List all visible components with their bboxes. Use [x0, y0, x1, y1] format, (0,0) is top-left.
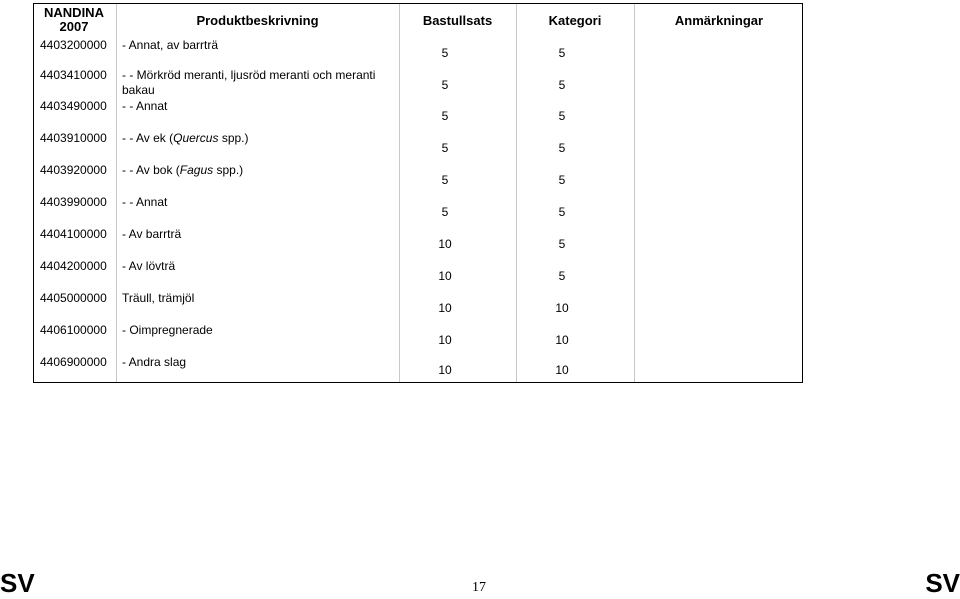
row-kategori: 5	[558, 78, 566, 92]
row-description: - Annat, av barrträ	[122, 38, 219, 52]
row-code: 4404200000	[40, 259, 107, 273]
row-code: 4403920000	[40, 163, 107, 177]
row-description: - Av lövträ	[122, 259, 176, 273]
row-bastullsats: 5	[441, 141, 449, 155]
row-description: - - Annat	[122, 195, 168, 209]
row-bastullsats: 10	[438, 363, 452, 377]
row-code: 4406900000	[40, 355, 107, 369]
row-description-suffix: spp.)	[213, 163, 244, 177]
tariff-table	[33, 3, 803, 383]
row-code: 4403410000	[40, 68, 107, 82]
row-code: 4405000000	[40, 291, 107, 305]
header-nandina	[34, 6, 114, 34]
row-description-species: Fagus	[179, 163, 214, 177]
row-code: 4406100000	[40, 323, 107, 337]
header-produktbeskrivning: Produktbeskrivning	[196, 13, 319, 28]
row-bastullsats: 5	[441, 109, 449, 123]
row-bastullsats: 5	[441, 46, 449, 60]
column-divider	[399, 4, 400, 382]
row-bastullsats: 5	[441, 78, 449, 92]
row-description: - Av barrträ	[122, 227, 182, 241]
header-nandina-line2: 2007	[59, 19, 89, 34]
footer-language-right: SV	[925, 568, 960, 598]
column-divider	[634, 4, 635, 382]
header-kategori: Kategori	[548, 13, 602, 28]
header-bastullsats: Bastullsats	[422, 13, 493, 28]
row-bastullsats: 10	[438, 333, 452, 347]
row-bastullsats: 10	[438, 301, 452, 315]
column-divider	[116, 4, 117, 382]
row-code: 4404100000	[40, 227, 107, 241]
row-description-prefix: - - Av ek (	[122, 131, 174, 145]
row-bastullsats: 5	[441, 205, 449, 219]
row-description: - - Mörkröd meranti, ljusröd meranti och meranti bakau	[122, 68, 376, 97]
row-description	[122, 131, 249, 146]
footer-language-left: SV	[0, 568, 35, 598]
row-kategori: 10	[555, 363, 569, 377]
row-code: 4403200000	[40, 38, 107, 52]
row-kategori: 10	[555, 301, 569, 315]
row-bastullsats: 10	[438, 269, 452, 283]
row-kategori: 5	[558, 141, 566, 155]
row-description: - Andra slag	[122, 355, 187, 369]
row-code: 4403910000	[40, 131, 107, 145]
row-kategori: 5	[558, 46, 566, 60]
row-kategori: 5	[558, 237, 566, 251]
row-bastullsats: 5	[441, 173, 449, 187]
row-code: 4403490000	[40, 99, 107, 113]
row-description: Träull, trämjöl	[122, 291, 195, 305]
row-kategori: 5	[558, 109, 566, 123]
page-number: 17	[472, 580, 486, 595]
row-description: - Oimpregnerade	[122, 323, 213, 337]
row-description	[122, 163, 243, 178]
column-divider	[516, 4, 517, 382]
row-description-suffix: spp.)	[218, 131, 249, 145]
header-nandina-line1: NANDINA	[44, 5, 104, 20]
row-kategori: 5	[558, 269, 566, 283]
row-kategori: 5	[558, 173, 566, 187]
row-kategori: 10	[555, 333, 569, 347]
row-bastullsats: 10	[438, 237, 452, 251]
row-code: 4403990000	[40, 195, 107, 209]
row-kategori: 5	[558, 205, 566, 219]
row-description-species: Quercus	[173, 131, 219, 145]
header-anmarkningar: Anmärkningar	[674, 13, 764, 28]
row-description: - - Annat	[122, 99, 168, 113]
row-description-prefix: - - Av bok (	[122, 163, 180, 177]
